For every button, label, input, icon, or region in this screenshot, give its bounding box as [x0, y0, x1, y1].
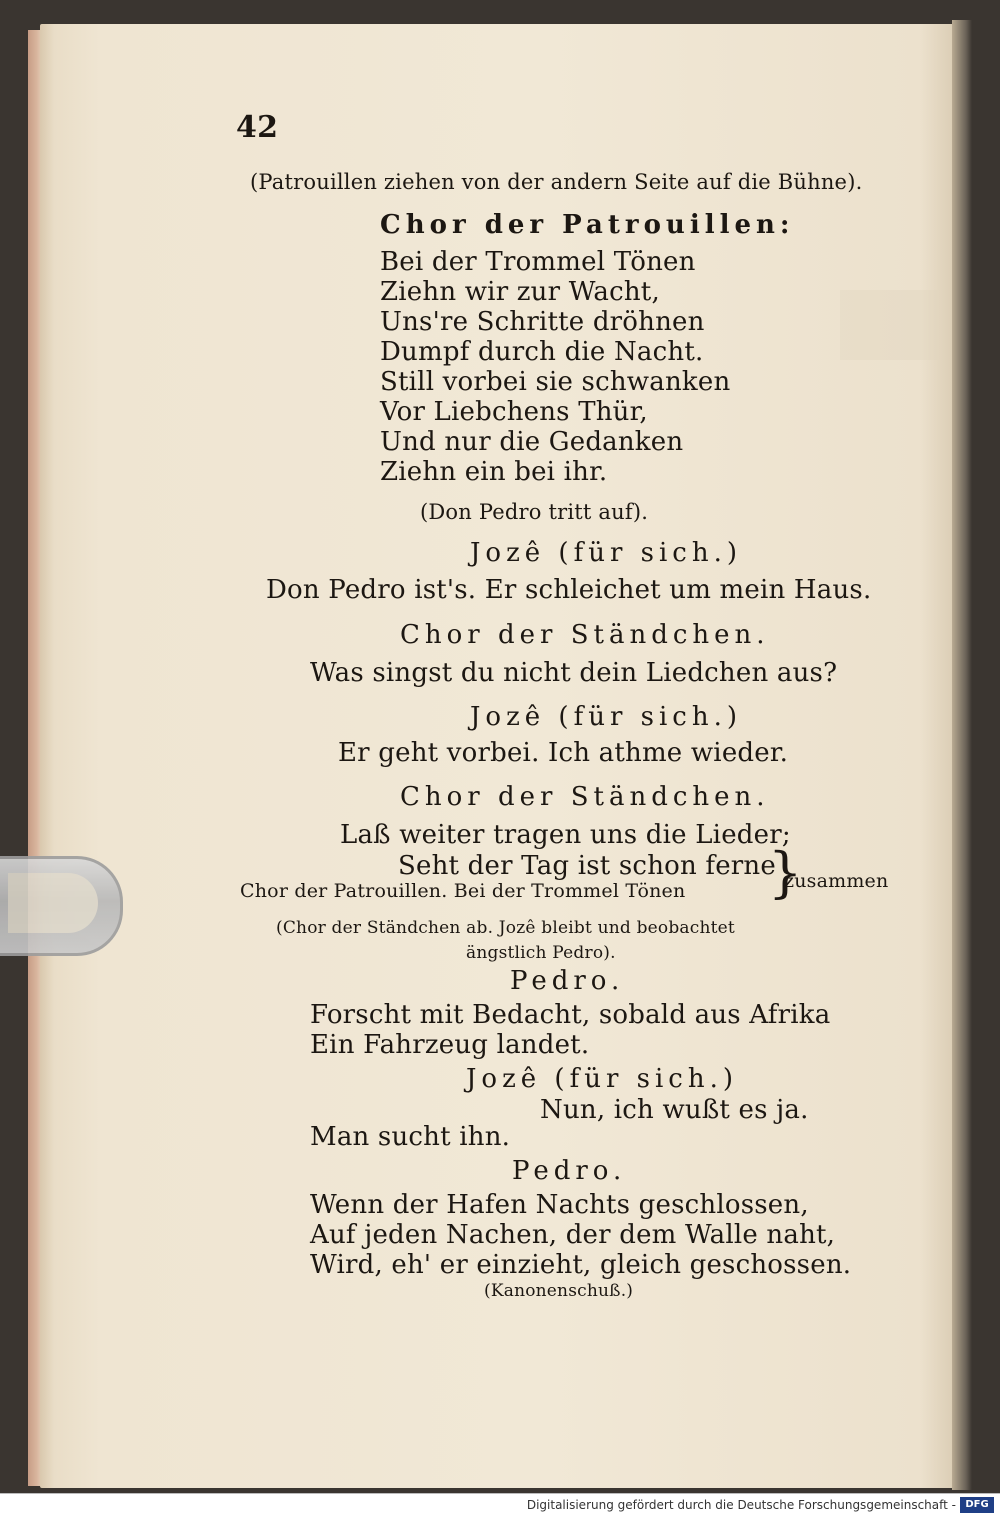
verse-line: Er geht vorbei. Ich athme wieder.	[338, 738, 789, 768]
verse-line: Und nur die Gedanken	[380, 427, 684, 457]
paper-clip	[0, 856, 123, 956]
bleed-through-shadow	[840, 290, 940, 360]
verse-line: Laß weiter tragen uns die Lieder;	[340, 820, 791, 850]
stage-direction: (Chor der Ständchen ab. Jozê bleibt und beobachtet	[276, 918, 735, 938]
verse-line: Man sucht ihn.	[310, 1122, 511, 1152]
together-note: zusammen	[784, 870, 889, 892]
stage-direction: (Kanonenschuß.)	[484, 1281, 634, 1301]
dfg-logo: DFG	[960, 1497, 994, 1513]
speaker-heading: Chor der Ständchen.	[400, 782, 770, 812]
speaker-heading: Jozê (für sich.)	[470, 702, 743, 732]
verse-line: Ziehn wir zur Wacht,	[380, 277, 660, 307]
speaker-heading: Chor der Patrouillen:	[380, 210, 795, 240]
page-number: 42	[236, 110, 279, 145]
verse-line: Nun, ich wußt es ja.	[540, 1095, 809, 1125]
verse-line: Was singst du nicht dein Liedchen aus?	[310, 658, 838, 688]
stage-direction: (Patrouillen ziehen von der andern Seite auf die Bühne).	[250, 170, 863, 194]
stage-direction: (Don Pedro tritt auf).	[420, 500, 649, 524]
speaker-heading: Pedro.	[512, 1156, 627, 1186]
speaker-heading: Pedro.	[510, 966, 625, 996]
verse-line: Wird, eh' er einzieht, gleich geschossen.	[310, 1250, 852, 1280]
curly-brace: }	[768, 841, 803, 904]
stage-direction: ängstlich Pedro).	[466, 943, 616, 963]
verse-line: Ein Fahrzeug landet.	[310, 1030, 590, 1060]
speaker-heading: Chor der Ständchen.	[400, 620, 770, 650]
verse-line: Chor der Patrouillen. Bei der Trommel Tönen	[240, 880, 686, 902]
verse-line: Seht der Tag ist schon ferne	[398, 851, 776, 881]
speaker-heading: Jozê (für sich.)	[470, 538, 743, 568]
verse-line: Still vorbei sie schwanken	[380, 367, 731, 397]
digitization-footer	[0, 1493, 1000, 1518]
footer-credit: Digitalisierung gefördert durch die Deutsche Forschungsgemeinschaft -	[526, 1498, 956, 1512]
paper-clip-inner	[8, 873, 98, 933]
page-edge-right	[952, 20, 972, 1490]
verse-line: Forscht mit Bedacht, sobald aus Afrika	[310, 1000, 831, 1030]
verse-line: Ziehn ein bei ihr.	[380, 457, 608, 487]
speaker-heading: Jozê (für sich.)	[466, 1064, 739, 1094]
verse-line: Dumpf durch die Nacht.	[380, 337, 704, 367]
verse-line: Uns're Schritte dröhnen	[380, 307, 705, 337]
verse-line: Vor Liebchens Thür,	[380, 397, 648, 427]
verse-line: Auf jeden Nachen, der dem Walle naht,	[310, 1220, 836, 1250]
verse-line: Bei der Trommel Tönen	[380, 247, 696, 277]
verse-line: Wenn der Hafen Nachts geschlossen,	[310, 1190, 809, 1220]
verse-line: Don Pedro ist's. Er schleichet um mein Haus.	[266, 575, 872, 605]
